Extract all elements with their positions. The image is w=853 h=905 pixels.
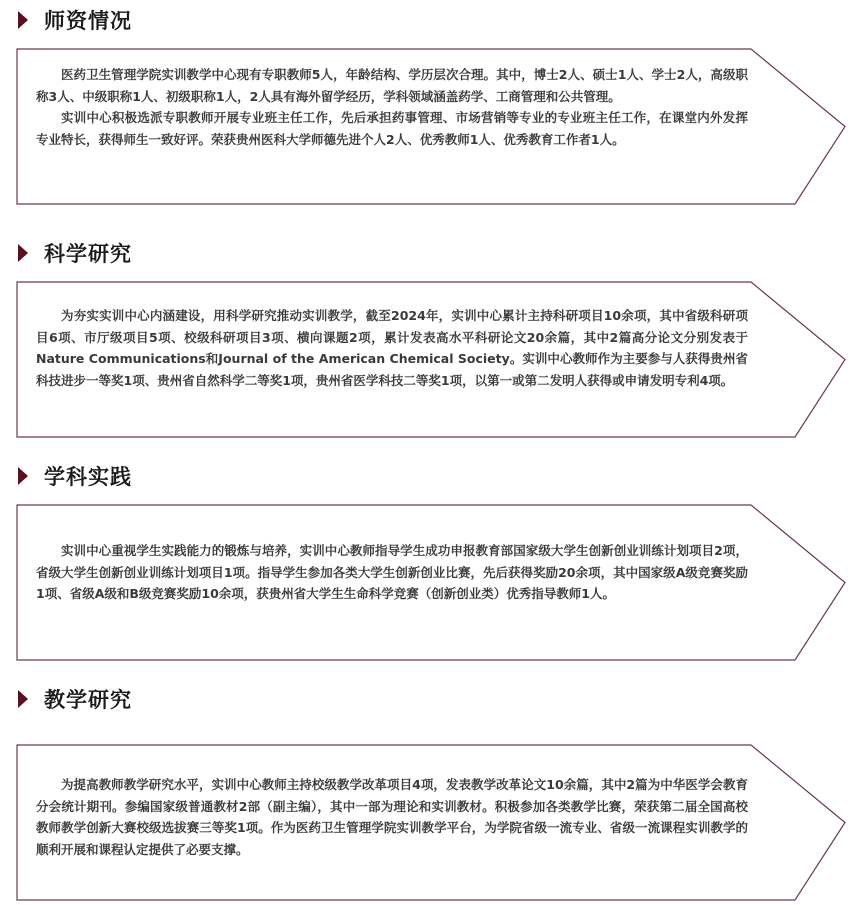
triangle-right-icon — [18, 690, 28, 708]
paragraph: 医药卫生管理学院实训教学中心现有专职教师5人，年龄结构、学历层次合理。其中，博士2人、硕士1人、学士2人，高级职称3人、中级职称1人、初级职称1人，2人具有海外留学经历，学科领域涵盖药学、工商管理和公共管理。 — [36, 67, 748, 104]
triangle-right-icon — [18, 11, 28, 29]
section-heading: 学科实践 — [44, 465, 132, 489]
triangle-right-icon — [18, 244, 28, 262]
section-title-practice — [18, 461, 132, 491]
content-box-teaching — [16, 744, 846, 901]
section-heading: 教学研究 — [44, 688, 132, 712]
section-title-research — [18, 238, 132, 268]
paragraph: 实训中心积极选派专职教师开展专业班主任工作，先后承担药事管理、市场营销等专业的专业班主任工作，在课堂内外发挥专业特长，获得师生一致好评。荣获贵州医科大学师德先进个人2人、优秀教师1人、优秀教育工作者1人。 — [36, 110, 748, 147]
section-body — [36, 64, 748, 150]
paragraph: 为夯实实训中心内涵建设，用科学研究推动实训教学，截至2024年，实训中心累计主持科研项目10余项，其中省级科研项目6项、市厅级项目5项、校级科研项目3项、横向课题2项，累计发表高水平科研论文20余篇，其中2篇高分论文分别发表于Nature Communications和Journal of the American Chemical Society。实训中心教师作为主要参与人获得贵州省科技进步一等奖1项、贵州省自然科学二等奖1项，贵州省医学科技二等奖1项，以第一或第二发明人获得或申请发明专利4项。 — [36, 308, 748, 388]
content-box-research — [16, 281, 846, 438]
section-body — [36, 774, 748, 860]
section-heading: 科学研究 — [44, 242, 132, 266]
content-box-practice — [16, 504, 846, 661]
section-title-faculty — [18, 5, 132, 35]
section-body — [36, 305, 748, 391]
triangle-right-icon — [18, 467, 28, 485]
section-body — [36, 540, 748, 605]
content-box-faculty — [16, 48, 846, 205]
paragraph: 为提高教师教学研究水平，实训中心教师主持校级教学改革项目4项，发表教学改革论文10余篇，其中2篇为中华医学会教育分会统计期刊。参编国家级普通教材2部（副主编），其中一部为理论和实训教材。积极参加各类教学比赛，荣获第二届全国高校教师教学创新大赛校级选拔赛三等奖1项。作为医药卫生管理学院实训教学平台，为学院省级一流专业、省级一流课程实训教学的顺利开展和课程认定提供了必要支撑。 — [36, 777, 748, 857]
section-heading: 师资情况 — [44, 9, 132, 33]
section-title-teaching — [18, 684, 132, 714]
paragraph: 实训中心重视学生实践能力的锻炼与培养，实训中心教师指导学生成功申报教育部国家级大学生创新创业训练计划项目2项，省级大学生创新创业训练计划项目1项。指导学生参加各类大学生创新创业比赛，先后获得奖励20余项，其中国家级A级竞赛奖励1项、省级A级和B级竞赛奖励10余项，获贵州省大学生生命科学竞赛（创新创业类）优秀指导教师1人。 — [36, 543, 748, 601]
